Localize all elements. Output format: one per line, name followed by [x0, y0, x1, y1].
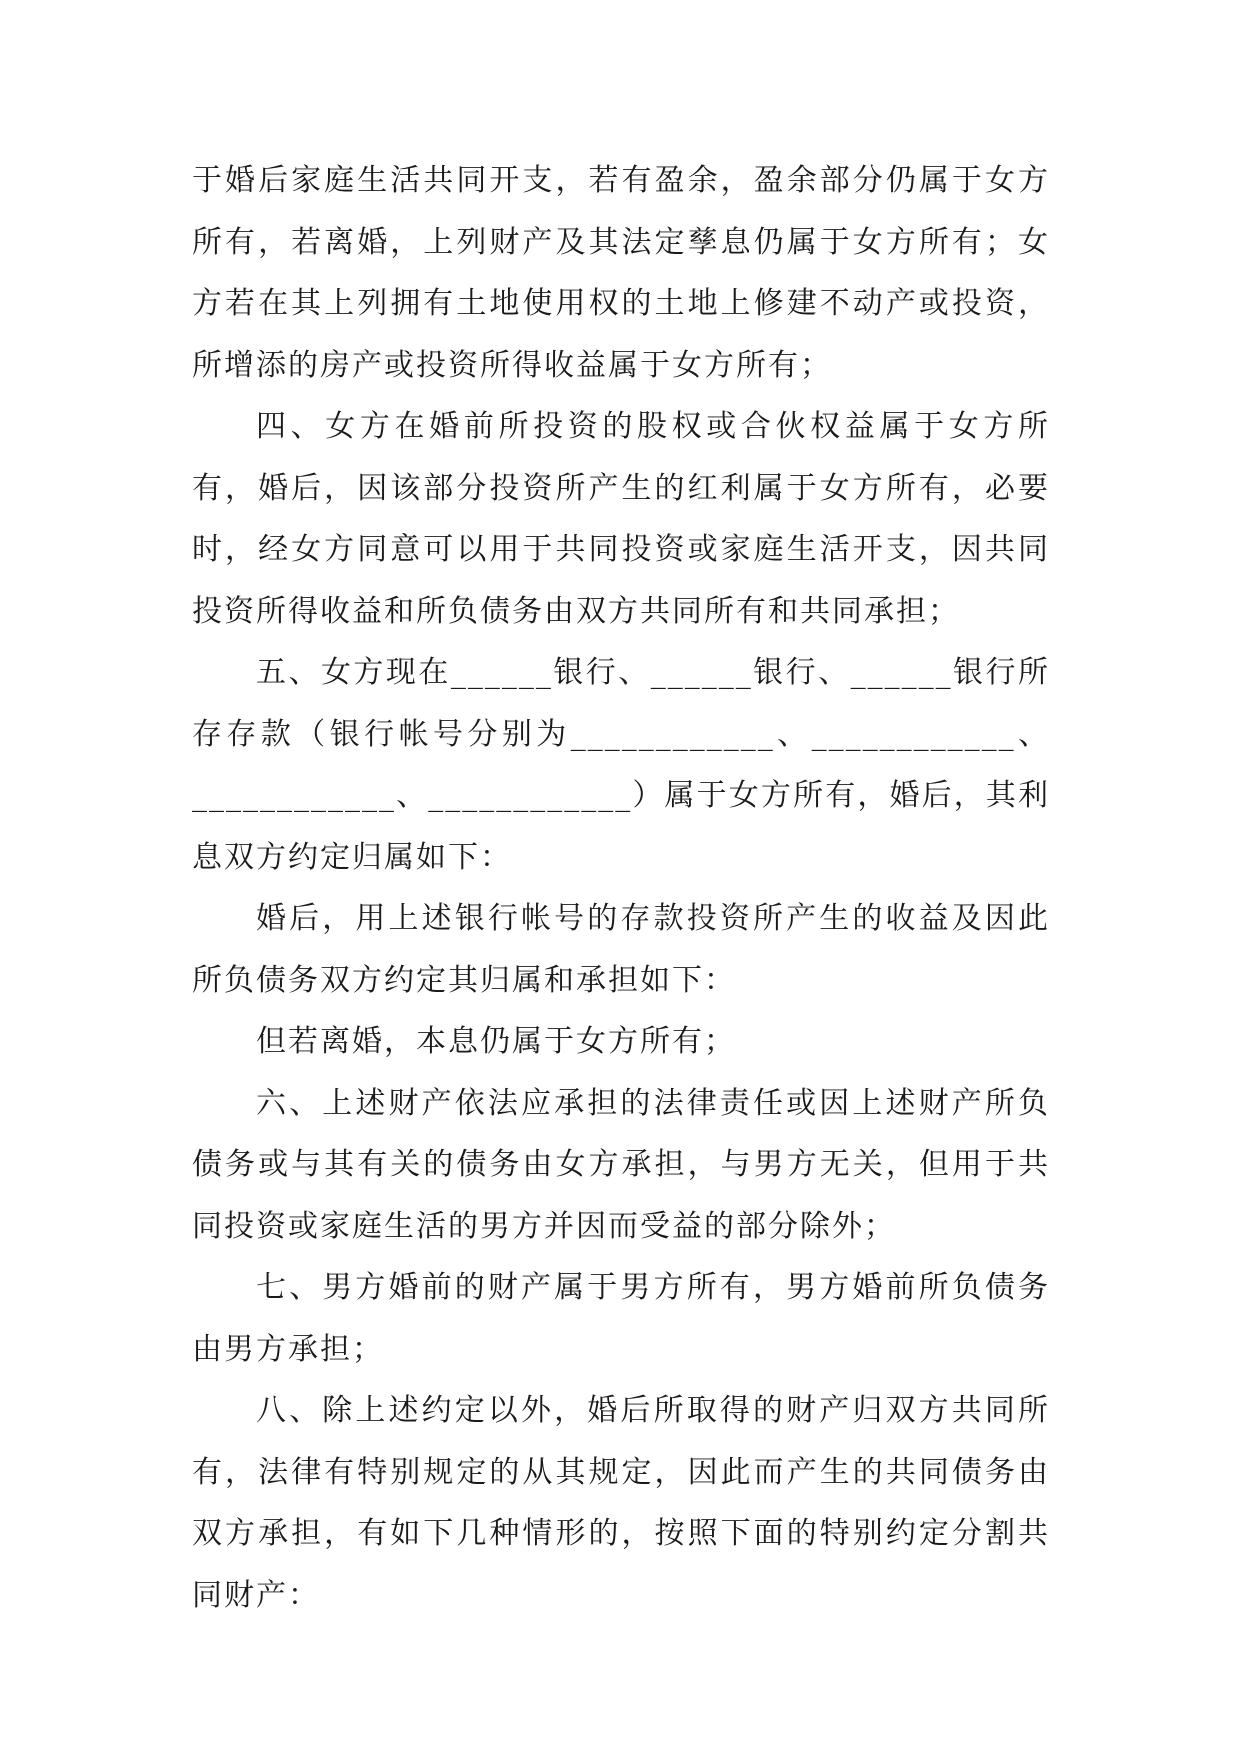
document-body [192, 150, 1050, 1626]
paragraph-continuation: 于婚后家庭生活共同开支，若有盈余，盈余部分仍属于女方所有，若离婚，上列财产及其法定孳息仍属于女方所有；女方若在其上列拥有土地使用权的土地上修建不动产或投资，所增添的房产或投资所得收益属于女方所有； [192, 163, 1050, 383]
paragraph-clause-5-divorce: 但若离婚，本息仍属于女方所有； [256, 1024, 736, 1059]
paragraph-clause-6: 六、上述财产依法应承担的法律责任或因上述财产所负债务或与其有关的债务由女方承担，与男方无关，但用于共同投资或家庭生活的男方并因而受益的部分除外； [192, 1085, 1050, 1244]
paragraph-clause-7: 七、男方婚前的财产属于男方所有，男方婚前所负债务由男方承担； [192, 1270, 1050, 1367]
paragraph-clause-8: 八、除上述约定以外，婚后所取得的财产归双方共同所有，法律有特别规定的从其规定，因此而产生的共同债务由双方承担，有如下几种情形的，按照下面的特别约定分割共同财产： [192, 1393, 1050, 1613]
paragraph-clause-5-investment: 婚后，用上述银行帐号的存款投资所产生的收益及因此所负债务双方约定其归属和承担如下： [192, 901, 1050, 998]
paragraph-clause-4: 四、女方在婚前所投资的股权或合伙权益属于女方所有，婚后，因该部分投资所产生的红利属于女方所有，必要时，经女方同意可以用于共同投资或家庭生活开支，因共同投资所得收益和所负债务由双方共同所有和共同承担； [192, 409, 1050, 629]
paragraph-clause-5: 五、女方现在______银行、______银行、______银行所存存款（银行帐号分别为____________、____________、____________、____________）属于女方所有，婚后，其利息双方约定归属如下： [192, 655, 1050, 875]
